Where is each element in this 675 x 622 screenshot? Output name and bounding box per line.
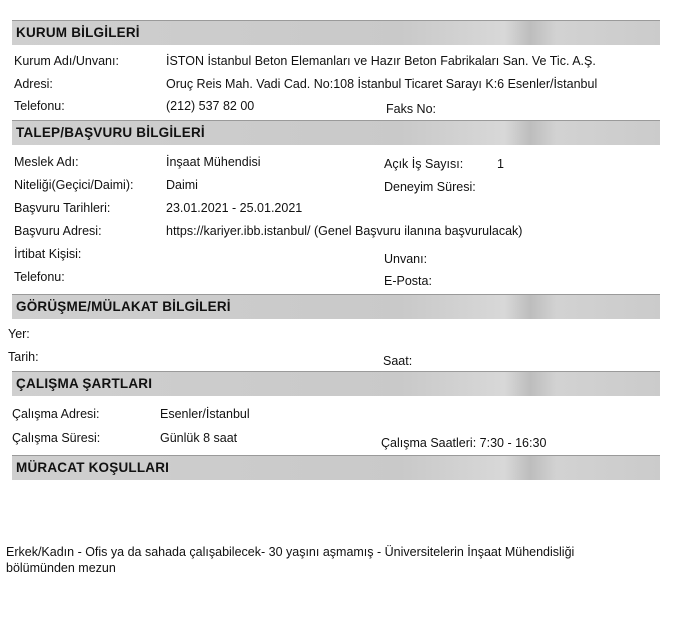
nature-label: Niteliği(Geçici/Daimi): (14, 178, 134, 192)
nature-value: Daimi (166, 178, 198, 192)
work-address-label: Çalışma Adresi: (12, 407, 100, 421)
interview-place-label: Yer: (8, 327, 30, 341)
section-title: GÖRÜŞME/MÜLAKAT BİLGİLERİ (16, 299, 231, 314)
section-title: ÇALIŞMA ŞARTLARI (16, 376, 153, 391)
institution-name-label: Kurum Adı/Unvanı: (14, 54, 119, 68)
phone-value: (212) 537 82 00 (166, 99, 255, 113)
institution-name-value: İSTON İstanbul Beton Elemanları ve Hazır Beton Fabrikaları San. Ve Tic. A.Ş. (166, 54, 596, 68)
address-label: Adresi: (14, 77, 53, 91)
interview-time-label: Saat: (383, 354, 413, 368)
work-hours (381, 436, 546, 450)
fax-label: Faks No: (386, 102, 437, 116)
openings-label: Açık İş Sayısı: (384, 157, 464, 171)
section-header-gorusme (12, 294, 660, 319)
address-value: Oruç Reis Mah. Vadi Cad. No:108 İstanbul Ticaret Sarayı K:6 Esenler/İstanbul (166, 77, 598, 91)
phone-label: Telefonu: (14, 99, 65, 113)
section-header-talep (12, 120, 660, 145)
application-dates-label: Başvuru Tarihleri: (14, 201, 111, 215)
application-conditions-text: Erkek/Kadın - Ofis ya da sahada çalışabilecek- 30 yaşını aşmamış - Üniversitelerin İnşaat Mühendisliği bölümünden mezun (6, 545, 575, 575)
work-hours-label: Çalışma Saatleri: (381, 436, 477, 450)
application-url-label: Başvuru Adresi: (14, 224, 102, 238)
contact-phone-label: Telefonu: (14, 270, 65, 284)
section-header-muracat (12, 455, 660, 480)
application-dates-value: 23.01.2021 - 25.01.2021 (166, 201, 303, 215)
section-header-kurum (12, 20, 660, 45)
work-hours-value: 7:30 - 16:30 (479, 436, 547, 450)
section-header-calisma (12, 371, 660, 396)
contact-person-label: İrtibat Kişisi: (14, 247, 82, 261)
section-title: MÜRACAT KOŞULLARI (16, 460, 170, 475)
contact-title-label: Unvanı: (384, 252, 428, 266)
interview-date-label: Tarih: (8, 350, 39, 364)
profession-label: Meslek Adı: (14, 155, 79, 169)
section-title: TALEP/BAŞVURU BİLGİLERİ (16, 125, 205, 140)
section-title: KURUM BİLGİLERİ (16, 25, 140, 40)
profession-value: İnşaat Mühendisi (166, 155, 261, 169)
work-duration-label: Çalışma Süresi: (12, 431, 101, 445)
experience-label: Deneyim Süresi: (384, 180, 476, 194)
work-duration-value: Günlük 8 saat (160, 431, 238, 445)
contact-email-label: E-Posta: (384, 274, 432, 288)
openings-value: 1 (497, 157, 504, 171)
application-url-value: https://kariyer.ibb.istanbul/ (Genel Başvuru ilanına başvurulacak) (166, 224, 523, 238)
work-address-value: Esenler/İstanbul (160, 407, 250, 421)
